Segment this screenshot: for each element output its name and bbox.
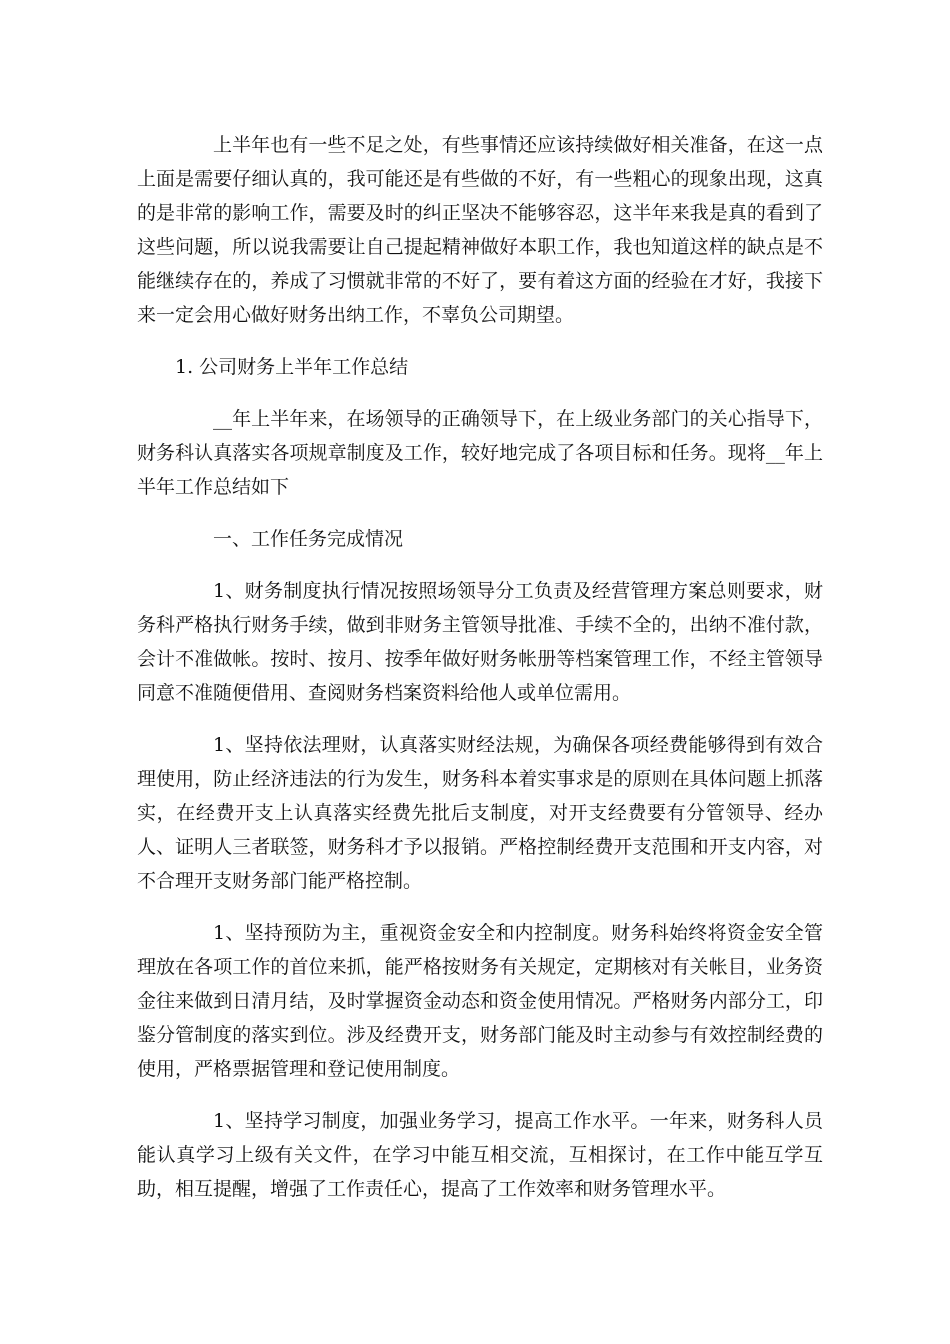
spacer: [137, 556, 823, 574]
paragraph-item-4: 1、坚持学习制度，加强业务学习，提高工作水平。一年来，财务科人员能认真学习上级有关文件，在学习中能互相交流，互相探讨，在工作中能互学互助，相互提醒，增强了工作责任心，提高了工作效率和财务管理水平。: [137, 1110, 823, 1200]
section-title: 1. 公司财务上半年工作总结: [175, 356, 409, 378]
document-page: [137, 128, 823, 1206]
paragraph-intro: 上半年也有一些不足之处，有些事情还应该持续做好相关准备，在这一点上面是需要仔细认真的，我可能还是有些做的不好，有一些粗心的现象出现，这真的是非常的影响工作，需要及时的纠正坚决不能够容忍，这半年来我是真的看到了这些问题，所以说我需要让自己提起精神做好本职工作，我也知道这样的缺点是不能继续存在的，养成了习惯就非常的不好了，要有着这方面的经验在才好，我接下来一定会用心做好财务出纳工作，不辜负公司期望。: [137, 134, 823, 326]
spacer: [137, 332, 823, 350]
spacer: [137, 504, 823, 522]
subsection-title: 一、工作任务完成情况: [213, 528, 404, 550]
paragraph-item-1: 1、财务制度执行情况按照场领导分工负责及经营管理方案总则要求，财务科严格执行财务手续，做到非财务主管领导批准、手续不全的，出纳不准付款，会计不准做帐。按时、按月、按季年做好财务帐册等档案管理工作，不经主管领导同意不准随便借用、查阅财务档案资料给他人或单位需用。: [137, 580, 823, 704]
paragraph-item-2: 1、坚持依法理财，认真落实财经法规，为确保各项经费能够得到有效合理使用，防止经济违法的行为发生，财务科本着实事求是的原则在具体问题上抓落实，在经费开支上认真落实经费先批后支制度，对开支经费要有分管领导、经办人、证明人三者联签，财务科才予以报销。严格控制经费开支范围和开支内容，对不合理开支财务部门能严格控制。: [137, 734, 823, 892]
paragraph-summary-intro: __年上半年来，在场领导的正确领导下，在上级业务部门的关心指导下，财务科认真落实各项规章制度及工作，较好地完成了各项目标和任务。现将__年上半年工作总结如下: [137, 408, 823, 498]
spacer: [137, 1086, 823, 1104]
spacer: [137, 710, 823, 728]
spacer: [137, 898, 823, 916]
spacer: [137, 384, 823, 402]
paragraph-item-3: 1、坚持预防为主，重视资金安全和内控制度。财务科始终将资金安全管理放在各项工作的首位来抓，能严格按财务有关规定，定期核对有关帐目，业务资金往来做到日清月结，及时掌握资金动态和资金使用情况。严格财务内部分工，印鉴分管制度的落实到位。涉及经费开支，财务部门能及时主动参与有效控制经费的使用，严格票据管理和登记使用制度。: [137, 922, 823, 1080]
